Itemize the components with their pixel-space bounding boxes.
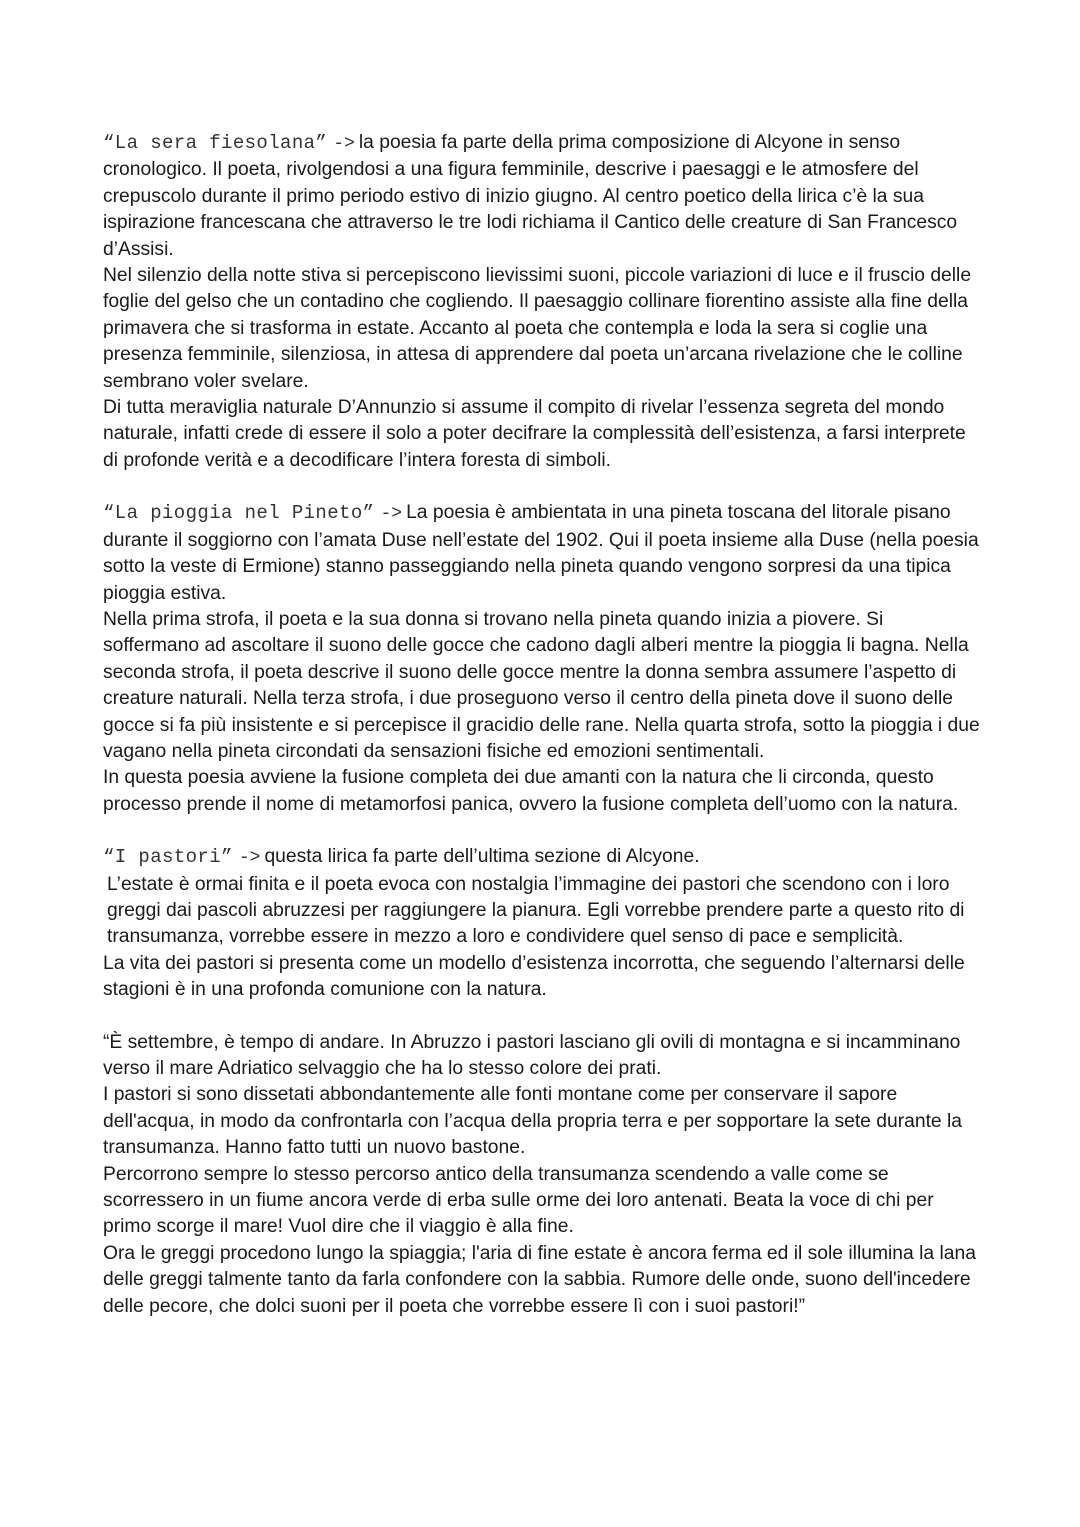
section-la-sera-fiesolana: [103, 130, 983, 474]
section-intro: [103, 130, 983, 263]
section-i-pastori: [103, 844, 983, 1003]
intro-text: la poesia fa parte della prima composizione di Alcyone in senso cronologico. Il poeta, rivolgendosi a una figura femminile, descrive i paesaggi e le atmosfere del crepuscolo durante il primo periodo estivo di inizio giugno. Al centro poetico della lirica c’è la sua ispirazione francescana che attraverso le tre lodi richiama il Cantico delle creature di San Francesco d’Assisi.: [103, 132, 958, 260]
paragraph: La vita dei pastori si presenta come un modello d’esistenza incorrotta, che seguendo l’alternarsi delle stagioni è in una profonda comunione con la natura.: [103, 952, 965, 1001]
spacer: [103, 1004, 983, 1030]
paragraph: In questa poesia avviene la fusione completa dei due amanti con la natura che li circonda, questo processo prende il nome di metamorfosi panica, ovvero la fusione completa dell’uomo con la natura.: [103, 767, 959, 815]
paragraph: Nella prima strofa, il poeta e la sua donna si trovano nella pineta quando inizia a piovere. Si soffermano ad ascoltare il suono delle gocce che cadono dagli alberi mentre la pioggia li bagna. Nella seconda strofa, il poeta descrive il suono delle gocce mentre la donna sembra assumere l’aspetto di creature naturali. Nella terza strofa, i due proseguono verso il centro della pineta dove il suono delle gocce si fa più insistente e si percepisce il gracidio delle rane. Nella quarta strofa, sotto la pioggia i due vagano nella pineta circondati da sensazioni fisiche ed emozioni sentimentali.: [103, 608, 980, 762]
arrow: ->: [333, 134, 355, 154]
poem-title: “La pioggia nel Pineto”: [103, 502, 375, 525]
section-intro: [103, 844, 983, 871]
arrow: ->: [380, 504, 403, 525]
quote-block: [103, 1030, 983, 1320]
section-intro: [103, 500, 983, 607]
document-page: [103, 130, 983, 1320]
section-la-pioggia-nel-pineto: [103, 500, 983, 818]
poem-title: “La sera fiesolana”: [103, 132, 328, 154]
intro-text: questa lirica fa parte dell’ultima sezione di Alcyone.: [264, 846, 700, 868]
paragraph: Nel silenzio della notte stiva si percepiscono lievissimi suoni, piccole variazioni di luce e il fruscio delle foglie del gelso che un contadino che cogliendo. Il paesaggio collinare fiorentino assiste alla fine della primavera che si trasforma in estate. Accanto al poeta che contempla e loda la sera si coglie una presenza femminile, silenziosa, in attesa di apprendere dal poeta un’arcana rivelazione che le colline sembrano voler svelare.: [103, 265, 972, 392]
arrow: ->: [238, 848, 261, 869]
quote-paragraph: “È settembre, è tempo di andare. In Abruzzo i pastori lasciano gli ovili di montagna e si incamminano verso il mare Adriatico selvaggio che ha lo stesso colore dei prati.: [103, 1031, 961, 1079]
quote-paragraph: I pastori si sono dissetati abbondantemente alle fonti montane come per conservare il sapore dell'acqua, in modo da confrontarla con l’acqua della propria terra e per sopportare la sete durante la transumanza. Hanno fatto tutti un nuovo bastone.: [103, 1084, 963, 1159]
intro-text: La poesia è ambientata in una pineta toscana del litorale pisano durante il soggiorno con l’amata Duse nell’estate del 1902. Qui il poeta insieme alla Duse (nella poesia sotto la veste di Ermione) stanno passeggiando nella pineta quando vengono sorpresi da una tipica pioggia estiva.: [103, 502, 979, 604]
spacer: [103, 474, 983, 500]
quote-paragraph: Ora le greggi procedono lungo la spiaggia; l'aria di fine estate è ancora ferma ed il sole illumina la lana delle greggi talmente tanto da farla confondere con la sabbia. Rumore delle onde, suono dell'incedere delle pecore, che dolci suoni per il poeta che vorrebbe essere lì con i suoi pastori!”: [103, 1242, 976, 1317]
paragraph: L’estate è ormai finita e il poeta evoca con nostalgia l’immagine dei pastori che scendono con i loro greggi dai pascoli abruzzesi per raggiungere la pianura. Egli vorrebbe prendere parte a questo rito di transumanza, vorrebbe essere in mezzo a loro e condividere quel senso di pace e semplicità.: [107, 873, 965, 948]
spacer: [103, 818, 983, 844]
paragraph: Di tutta meraviglia naturale D’Annunzio si assume il compito di rivelar l’essenza segreta del mondo naturale, infatti crede di essere il solo a poter decifrare la complessità dell’esistenza, a farsi interprete di profonde verità e a decodificare l’intera foresta di simboli.: [103, 397, 966, 471]
poem-title: “I pastori”: [103, 846, 233, 869]
quote-paragraph: Percorrono sempre lo stesso percorso antico della transumanza scendendo a valle come se scorressero in un fiume ancora verde di erba sulle orme dei loro antenati. Beata la voce di chi per primo scorge il mare! Vuol dire che il viaggio è alla fine.: [103, 1163, 934, 1238]
